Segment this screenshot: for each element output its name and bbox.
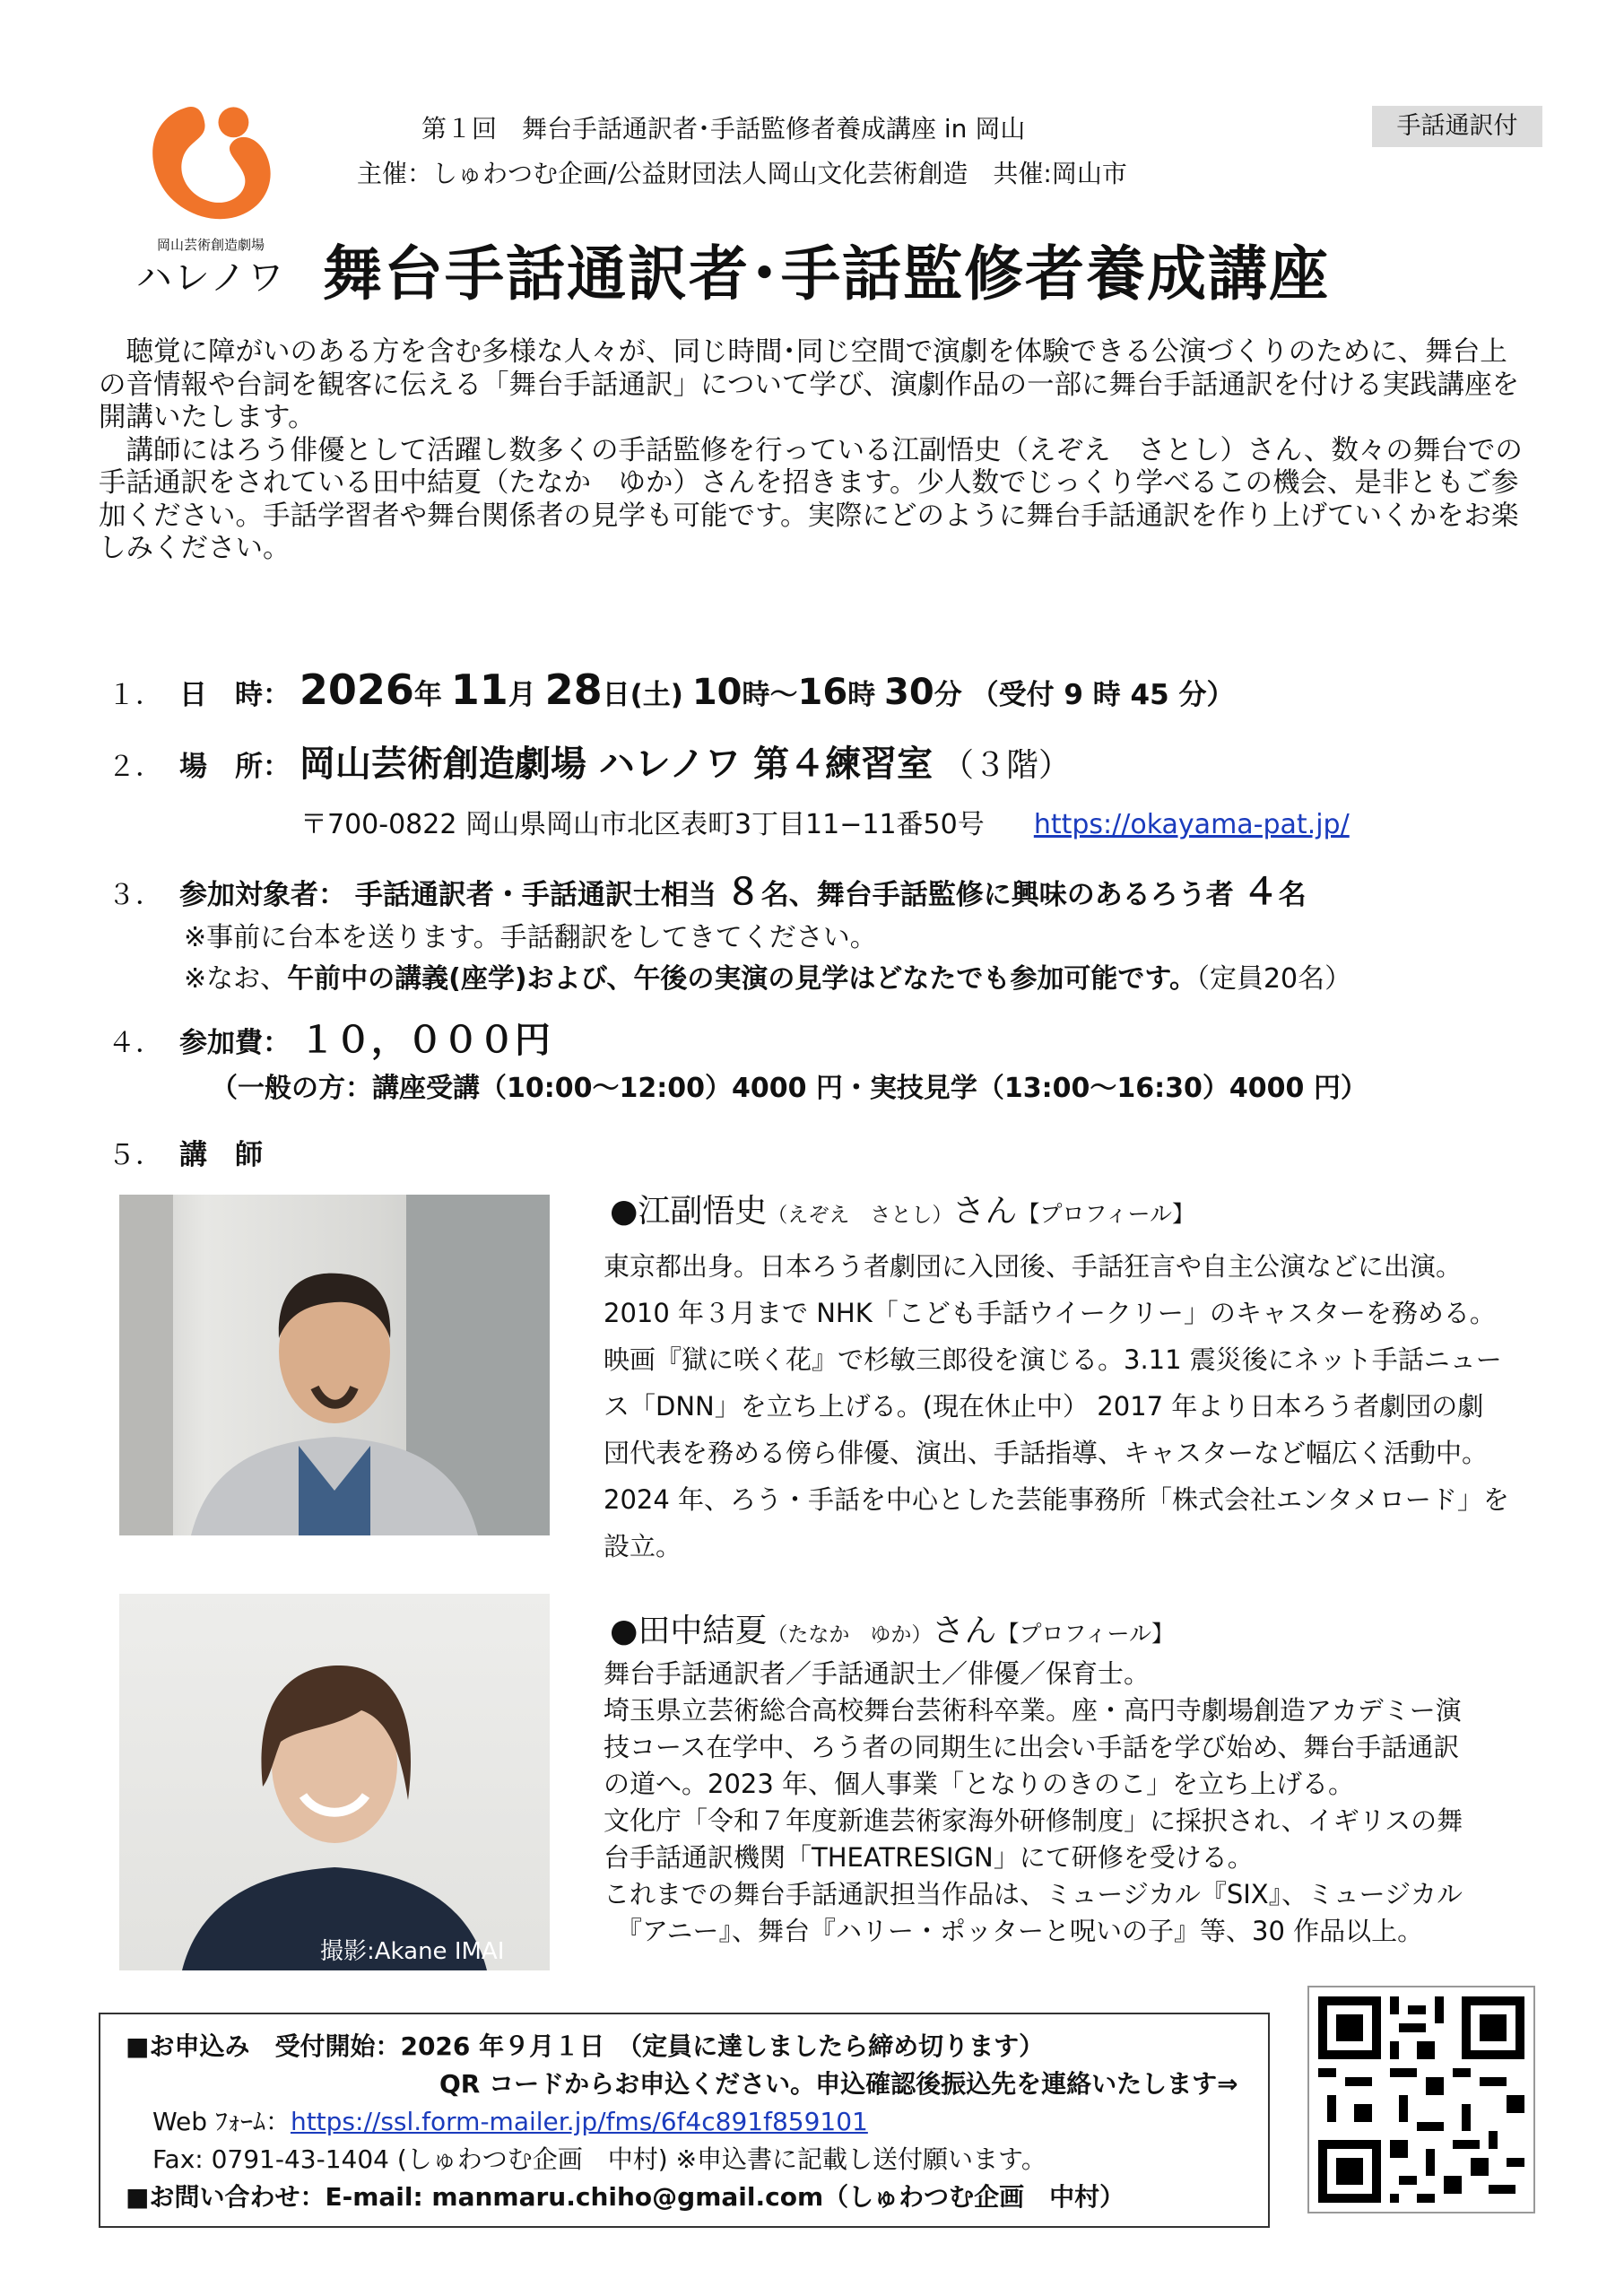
schedule-reception: （受付 9 時 45 分） [970, 679, 1235, 711]
instructor-1-photo [119, 1195, 550, 1535]
bio-line: 技コース在学中、ろう者の同期生に出会い手話を学び始め、舞台手話通訳 [604, 1732, 1460, 1762]
eligibility-note-2a: ※なお、 [184, 963, 288, 995]
instructor-1-reading: （えぞえ さとし） [767, 1204, 953, 1227]
instructor-1-name: ●江副悟史 [610, 1193, 768, 1230]
instructors-label: 講 師 [179, 1139, 263, 1171]
venue-website-link[interactable]: https://okayama-pat.jp/ [1033, 809, 1350, 840]
apply-fax: Fax: 0791-43-1404 (しゅわつむ企画 中村) ※申込書に記載し送付願います。 [152, 2144, 1046, 2174]
eligibility-text-b: 名、舞台手話監修に興味のあるろう者 [760, 879, 1234, 911]
schedule-year-unit: 年 [413, 679, 442, 711]
harenowa-logo [135, 99, 287, 242]
eligibility-count-a: ８ [725, 872, 761, 913]
eligibility-count-b: ４ [1242, 872, 1279, 913]
bio-line: 団代表を務める傍ら俳優、演出、手話指導、キャスターなど幅広く活動中。 [604, 1438, 1489, 1468]
bio-line: 舞台手話通訳者／手話通訳士／俳優／保育士。 [604, 1658, 1151, 1689]
venue-row [108, 735, 1071, 787]
instructor-2-bio [604, 1656, 1545, 1950]
apply-web-label: Web ﾌｫｰﾑ： [152, 2107, 291, 2136]
intro-paragraph-2: 講師にはろう俳優として活躍し数多くの手話監修を行っている江副悟史（えぞえ さとし）さん、数々の舞台での手話通訳をされている田中結夏（たなか ゆか）さんを招きます。少人数でじっくり学べるこの機会、是非ともご参加ください。手話学習者や舞台関係者の見学も可能です。実際にどのように舞台手話通訳を作り上げていくかをお楽しみください。 [99, 434, 1523, 564]
eligibility-label: 参加対象者： [179, 879, 346, 911]
fee-label: 参加費： [179, 1027, 291, 1059]
header-organizer-line: 主催：しゅわつむ企画/公益財団法人岡山文化芸術創造 共催:岡山市 [357, 159, 1127, 188]
sign-interpretation-badge: 手話通訳付 [1372, 106, 1542, 147]
schedule-start-hour: 10 [691, 672, 743, 713]
bio-line: 『アニー』、舞台『ハリー・ポッターと呪いの子』等、30 作品以上。 [616, 1916, 1424, 1946]
eligibility-text-a: 手話通訳者・手話通訳士相当 [354, 879, 716, 911]
bio-line: 台手話通訳機関「THEATRESIGN」にて研修を受ける。 [604, 1842, 1254, 1873]
apply-contact: ■お問い合わせ：E-mail: manmaru.chiho@gmail.com（しゅわつむ企画 中村） [126, 2182, 1125, 2212]
schedule-month: 11 [450, 665, 508, 714]
instructor-1-bio [604, 1243, 1545, 1570]
instructor-2-figure [119, 1594, 550, 1970]
schedule-label: 日 時： [179, 679, 291, 711]
eligibility-note-2c: （定員20名） [1195, 963, 1352, 995]
eligibility-note-2b: 午前中の講義(座学)および、午後の実演の見学はどなたでも参加可能です。 [287, 963, 1196, 995]
venue-num: ２． [108, 751, 163, 783]
schedule-start-unit: 時～ [742, 679, 798, 711]
eligibility-note-2 [184, 956, 1351, 996]
fee-row [108, 1012, 551, 1063]
instructor-1-heading [610, 1186, 1194, 1231]
bio-line: 2010 年３月まで NHK「こども手話ウイークリー」のキャスターを務める。 [604, 1298, 1496, 1328]
instructor-2-reading: （たなか ゆか） [767, 1623, 933, 1647]
logo-venue-name: ハレノワ [135, 257, 286, 299]
instructor-1-san: さん [952, 1193, 1018, 1230]
page-title: 舞台手話通訳者･手話監修者養成講座 [323, 239, 1330, 309]
bio-line: 埼玉県立芸術総合高校舞台芸術科卒業。座・高円寺劇場創造アカデミー演 [604, 1695, 1462, 1726]
schedule-year: 2026 [299, 665, 414, 714]
venue-address-row [300, 802, 1350, 841]
qr-code[interactable] [1307, 1986, 1535, 2213]
schedule-month-unit: 月 [508, 679, 536, 711]
bio-line: 文化庁「令和７年度新進芸術家海外研修制度」に採択され、イギリスの舞 [604, 1805, 1463, 1836]
eligibility-num: ３． [108, 879, 163, 911]
header-event-line: 第１回 舞台手話通訳者･手話監修者養成講座 in 岡山 [421, 114, 1026, 144]
schedule-day: 28 [544, 665, 603, 714]
photo-credit: 撮影:Akane IMAI [320, 1938, 505, 1965]
instructor-2-photo [119, 1594, 550, 1970]
eligibility-text-c: 名 [1278, 879, 1307, 911]
intro-paragraph-1: 聴覚に障がいのある方を含む多様な人々が、同じ時間･同じ空間で演劇を体験できる公演づくりのために、舞台上の音情報や台詞を観客に伝える「舞台手話通訳」について学び、演劇作品の一部に舞台手話通訳を付ける実践講座を開講いたします。 [99, 336, 1520, 433]
instructor-2-san: さん [932, 1613, 997, 1649]
instructor-2-profile-tag: 【プロフィール】 [996, 1621, 1174, 1647]
schedule-row [108, 665, 1234, 714]
instructors-num: ５． [108, 1139, 163, 1171]
instructor-1-figure [119, 1195, 550, 1535]
instructor-1-profile-tag: 【プロフィール】 [1017, 1201, 1194, 1227]
intro-text [99, 336, 1533, 566]
apply-line-2: QR コードからお申込ください。申込確認後振込先を連絡いたします⇒ [439, 2069, 1238, 2099]
schedule-num: １． [108, 679, 163, 711]
venue-floor: （３階） [941, 747, 1071, 784]
instructor-2-name: ●田中結夏 [610, 1613, 768, 1649]
schedule-end-hour: 16 [797, 672, 848, 713]
logo-venue-small: 岡山芸術創造劇場 [156, 237, 265, 253]
venue-address: 〒700-0822 岡山県岡山市北区表町3丁目11−11番50号 [300, 809, 985, 840]
bio-line: これまでの舞台手話通訳担当作品は、ミュージカル『SIX』、ミュージカル [604, 1879, 1463, 1909]
schedule-min-unit: 分 [934, 679, 962, 711]
fee-general: （一般の方：講座受講（10:00～12:00）4000 円・実技見学（13:00～16:30）4000 円） [211, 1073, 1368, 1104]
bio-line: 2024 年、ろう・手話を中心とした芸能事務所「株式会社エンタメロード」を [604, 1484, 1509, 1515]
eligibility-row [108, 864, 1307, 915]
schedule-day-unit: 日(土) [602, 679, 683, 711]
bio-line: 設立。 [604, 1531, 682, 1561]
venue-label: 場 所： [179, 751, 291, 783]
schedule-end-minute: 30 [884, 672, 934, 713]
venue-name: 岡山芸術創造劇場 ハレノワ 第４練習室 [299, 744, 934, 785]
eligibility-note-1: ※事前に台本を送ります。手話翻訳をしてきてください。 [184, 922, 877, 953]
instructors-row [108, 1132, 263, 1172]
apply-web-row [152, 2102, 868, 2138]
schedule-end-unit: 時 [847, 679, 876, 711]
bio-line: の道へ。2023 年、個人事業「となりのきのこ」を立ち上げる。 [604, 1769, 1355, 1799]
bio-line: 映画『獄に咲く花』で杉敏三郎役を演じる。3.11 震災後にネット手話ニュー [604, 1344, 1502, 1375]
fee-amount: １０，０００円 [299, 1020, 551, 1061]
apply-web-form-link[interactable]: https://ssl.form-mailer.jp/fms/6f4c891f859101 [290, 2107, 868, 2136]
bio-line: 東京都出身。日本ろう者劇団に入団後、手話狂言や自主公演などに出演。 [604, 1251, 1463, 1282]
fee-num: ４． [108, 1027, 163, 1059]
instructor-2-heading [610, 1605, 1174, 1651]
bio-line: ス「DNN」を立ち上げる。(現在休止中） 2017 年より日本ろう者劇団の劇 [604, 1391, 1484, 1422]
apply-line-1: ■お申込み 受付開始：2026 年９月１日 （定員に達しましたら締め切ります） [126, 2031, 1045, 2061]
